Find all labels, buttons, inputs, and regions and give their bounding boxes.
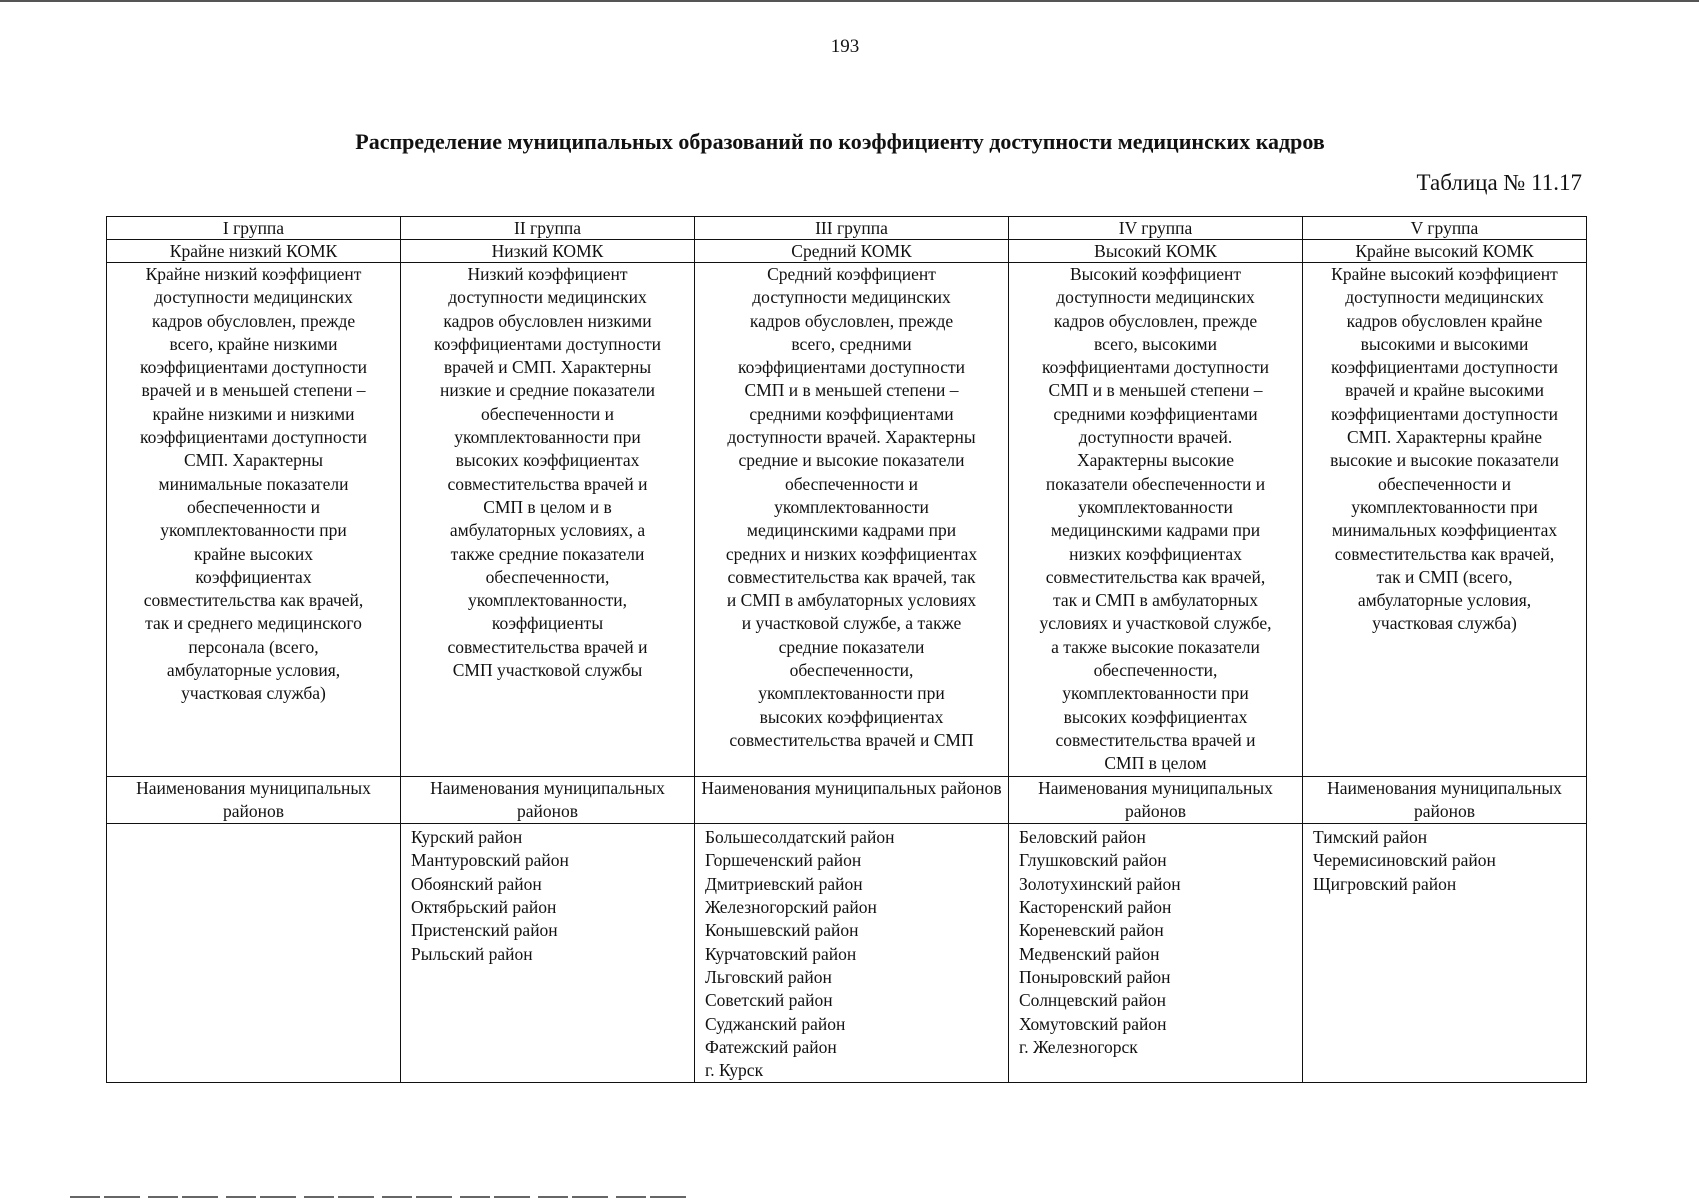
description-line: персонала (всего,: [188, 636, 319, 657]
district-item: Глушковский район: [1019, 850, 1167, 871]
group-5-municipalities-header: Наименования муниципальных районов: [1303, 776, 1587, 824]
table-row-districts: [107, 824, 1587, 1083]
district-item: Конышевский район: [705, 920, 859, 941]
description-line: укомплектованности при: [1351, 496, 1538, 517]
group-2-header: [401, 217, 695, 240]
description-line: средними коэффициентами: [1053, 403, 1258, 424]
description-line: средних и низких коэффициентах: [725, 543, 978, 564]
group-2-level: Низкий КОМК: [401, 240, 695, 263]
description-line: доступности врачей.: [1078, 427, 1233, 448]
group-5-level: Крайне высокий КОМК: [1303, 240, 1587, 263]
description-line: Средний коэффициент: [767, 264, 936, 284]
group-5-description: [1303, 263, 1587, 777]
description-line: коэффициенты: [491, 613, 604, 634]
district-item: Черемисиновский район: [1313, 850, 1496, 871]
description-line: кадров обусловлен крайне: [1346, 310, 1543, 331]
district-item: Дмитриевский район: [705, 873, 863, 894]
description-line: так и СМП в амбулаторных: [1052, 590, 1259, 611]
description-line: Высокий коэффициент: [1070, 264, 1241, 284]
description-line: участковая служба): [1372, 613, 1517, 634]
description-line: совместительства как врачей,: [1334, 543, 1555, 564]
group-5-district-list: [1303, 824, 1587, 1083]
description-line: доступности медицинских: [1056, 287, 1255, 308]
description-line: коэффициентами доступности: [140, 427, 367, 448]
description-line: показатели обеспеченности и: [1045, 473, 1266, 494]
description-line: укомплектованности при: [454, 427, 641, 448]
description-line: обеспеченности и: [784, 473, 919, 494]
description-line: высоких коэффициентах: [1063, 706, 1248, 727]
district-item: Поныровский район: [1019, 966, 1171, 987]
description-line: кадров обусловлен, прежде: [151, 310, 356, 331]
description-line: медицинскими кадрами при: [746, 520, 957, 541]
group-1-district-list: [107, 824, 401, 1083]
description-line: медицинскими кадрами при: [1050, 520, 1261, 541]
group-4-district-list: [1009, 824, 1303, 1083]
description-line: доступности медицинских: [448, 287, 647, 308]
description-line: укомплектованности,: [467, 590, 628, 611]
description-line: низкие и средние показатели: [439, 380, 656, 401]
district-item: Суджанский район: [705, 1013, 846, 1034]
description-line: совместительства врачей и СМП: [729, 729, 974, 750]
district-item: Курчатовский район: [705, 943, 857, 964]
description-line: кадров обусловлен, прежде: [1053, 310, 1258, 331]
group-4-municipalities-header: Наименования муниципальных районов: [1009, 776, 1303, 824]
description-line: Характерны высокие: [1076, 450, 1235, 471]
description-line: коэффициентами доступности: [140, 357, 367, 378]
description-line: врачей и крайне высокими: [1345, 380, 1544, 401]
group-label: III группа: [815, 218, 888, 238]
district-item: Пристенский район: [411, 920, 558, 941]
description-line: коэффициентами доступности: [434, 333, 661, 354]
description-line: крайне высоких: [193, 543, 314, 564]
description-line: укомплектованности: [774, 496, 929, 517]
description-line: обеспеченности и: [1377, 473, 1512, 494]
description-line: обеспеченности,: [789, 660, 914, 681]
description-line: совместительства как врачей,: [1045, 566, 1266, 587]
group-1-description: [107, 263, 401, 777]
group-4-level: Высокий КОМК: [1009, 240, 1303, 263]
group-label: V группа: [1410, 218, 1479, 238]
description-line: коэффициентами доступности: [1331, 403, 1558, 424]
description-line: высоких коэффициентах: [455, 450, 640, 471]
table-number: Таблица № 11.17: [1416, 170, 1582, 195]
district-item: Хомутовский район: [1019, 1013, 1167, 1034]
top-border-line: [0, 0, 1699, 2]
description-line: СМП и в меньшей степени –: [744, 380, 959, 401]
group-2-description: [401, 263, 695, 777]
district-item: Золотухинский район: [1019, 873, 1181, 894]
district-item: Железногорский район: [705, 897, 877, 918]
description-line: коэффициентами доступности: [738, 357, 965, 378]
description-line: участковая служба): [181, 683, 326, 704]
description-line: средними коэффициентами: [749, 403, 954, 424]
description-line: амбулаторные условия,: [166, 660, 341, 681]
district-item: Рыльский район: [411, 943, 533, 964]
description-line: амбулаторные условия,: [1357, 590, 1532, 611]
group-2-district-list: [401, 824, 695, 1083]
description-line: укомплектованности при: [758, 683, 945, 704]
description-line: совместительства врачей и: [447, 473, 648, 494]
description-line: коэффициентами доступности: [1042, 357, 1269, 378]
description-line: всего, крайне низкими: [169, 333, 338, 354]
description-line: СМП и в меньшей степени –: [1048, 380, 1263, 401]
description-line: минимальных коэффициентах: [1331, 520, 1558, 541]
group-4-description: [1009, 263, 1303, 777]
description-line: всего, высокими: [1094, 333, 1217, 354]
distribution-table: [106, 216, 1587, 1083]
district-item: Щигровский район: [1313, 873, 1457, 894]
description-line: СМП. Характерны крайне: [1347, 427, 1542, 448]
district-item: Кореневский район: [1019, 920, 1164, 941]
description-line: высоких коэффициентах: [759, 706, 944, 727]
description-line: средние показатели: [778, 636, 925, 657]
group-3-level: Средний КОМК: [695, 240, 1009, 263]
district-item: Октябрьский район: [411, 897, 557, 918]
description-line: совместительства как врачей, так: [727, 566, 976, 587]
district-item: Мантуровский район: [411, 850, 569, 871]
district-item: Касторенский район: [1019, 897, 1172, 918]
description-line: врачей и в меньшей степени –: [141, 380, 366, 401]
description-line: укомплектованности при: [1062, 683, 1249, 704]
description-line: коэффициентами доступности: [1331, 357, 1558, 378]
table-row-komk-levels: [107, 240, 1587, 263]
description-line: кадров обусловлен, прежде: [749, 310, 954, 331]
description-line: СМП. Характерны: [183, 450, 324, 471]
description-line: доступности медицинских: [154, 287, 353, 308]
description-line: минимальные показатели: [158, 473, 349, 494]
group-2-municipalities-header: Наименования муниципальных районов: [401, 776, 695, 824]
description-line: врачей и СМП. Характерны: [443, 357, 652, 378]
group-label: II группа: [514, 218, 581, 238]
district-item: Медвенский район: [1019, 943, 1160, 964]
description-line: высокими и высокими: [1360, 333, 1529, 354]
description-line: Крайне низкий коэффициент: [145, 264, 362, 284]
description-line: совместительства как врачей,: [143, 590, 364, 611]
description-line: так и СМП (всего,: [1376, 566, 1513, 587]
group-3-municipalities-header: Наименования муниципальных районов: [695, 776, 1009, 824]
district-item: Тимский район: [1313, 827, 1428, 848]
group-3-header: [695, 217, 1009, 240]
description-line: крайне низкими и низкими: [152, 403, 355, 424]
description-line: всего, средними: [791, 333, 912, 354]
description-line: совместительства врачей и: [1055, 729, 1256, 750]
district-item: Курский район: [411, 827, 523, 848]
description-line: СМП в целом: [1104, 753, 1207, 774]
district-item: Беловский район: [1019, 827, 1146, 848]
district-item: Солнцевский район: [1019, 990, 1166, 1011]
group-label: IV группа: [1118, 218, 1193, 238]
description-line: укомплектованности: [1078, 496, 1233, 517]
description-line: обеспеченности,: [485, 566, 610, 587]
group-1-municipalities-header: Наименования муниципальных районов: [107, 776, 401, 824]
description-line: укомплектованности при: [160, 520, 347, 541]
table-row-descriptions: [107, 263, 1587, 777]
description-line: СМП участковой службы: [452, 660, 643, 681]
district-item: г. Железногорск: [1019, 1036, 1138, 1057]
description-line: кадров обусловлен низкими: [443, 310, 652, 331]
district-item: Горшеченский район: [705, 850, 862, 871]
description-line: низких коэффициентах: [1069, 543, 1242, 564]
description-line: Низкий коэффициент: [467, 264, 628, 284]
description-line: доступности медицинских: [1345, 287, 1544, 308]
group-4-header: [1009, 217, 1303, 240]
description-line: доступности медицинских: [752, 287, 951, 308]
district-item: Обоянский район: [411, 873, 542, 894]
description-line: условиях и участковой службе,: [1039, 613, 1272, 634]
group-1-header: [107, 217, 401, 240]
description-line: высокие и высокие показатели: [1330, 450, 1559, 471]
description-line: обеспеченности и: [186, 496, 321, 517]
document-title: Распределение муниципальных образований по коэффициенту доступности медицинских кадров: [355, 129, 1325, 154]
description-line: обеспеченности и: [480, 403, 615, 424]
table-row-group-names: [107, 217, 1587, 240]
description-line: также средние показатели: [450, 543, 645, 564]
description-line: СМП в целом и в: [483, 496, 612, 517]
description-line: совместительства врачей и: [447, 636, 648, 657]
bottom-scan-rule: [70, 1196, 690, 1198]
description-line: Крайне высокий коэффициент: [1331, 264, 1558, 284]
group-1-level: Крайне низкий КОМК: [107, 240, 401, 263]
group-3-description: [695, 263, 1009, 777]
description-line: амбулаторных условиях, а: [449, 520, 646, 541]
page-number: 193: [830, 36, 860, 57]
district-item: г. Курск: [705, 1060, 764, 1081]
description-line: доступности врачей. Характерны: [727, 427, 976, 448]
district-item: Льговский район: [705, 966, 832, 987]
description-line: а также высокие показатели: [1051, 636, 1260, 657]
description-line: средние и высокие показатели: [738, 450, 965, 471]
group-label: I группа: [222, 218, 285, 238]
description-line: так и среднего медицинского: [145, 613, 362, 634]
district-item: Большесолдатский район: [705, 827, 895, 848]
description-line: коэффициентах: [195, 566, 312, 587]
group-5-header: [1303, 217, 1587, 240]
description-line: обеспеченности,: [1093, 660, 1218, 681]
description-line: и СМП в амбулаторных условиях: [726, 590, 977, 611]
table-row-municipalities-header: [107, 776, 1587, 824]
description-line: и участковой службе, а также: [741, 613, 962, 634]
group-3-district-list: [695, 824, 1009, 1083]
district-item: Фатежский район: [705, 1036, 837, 1057]
district-item: Советский район: [705, 990, 833, 1011]
